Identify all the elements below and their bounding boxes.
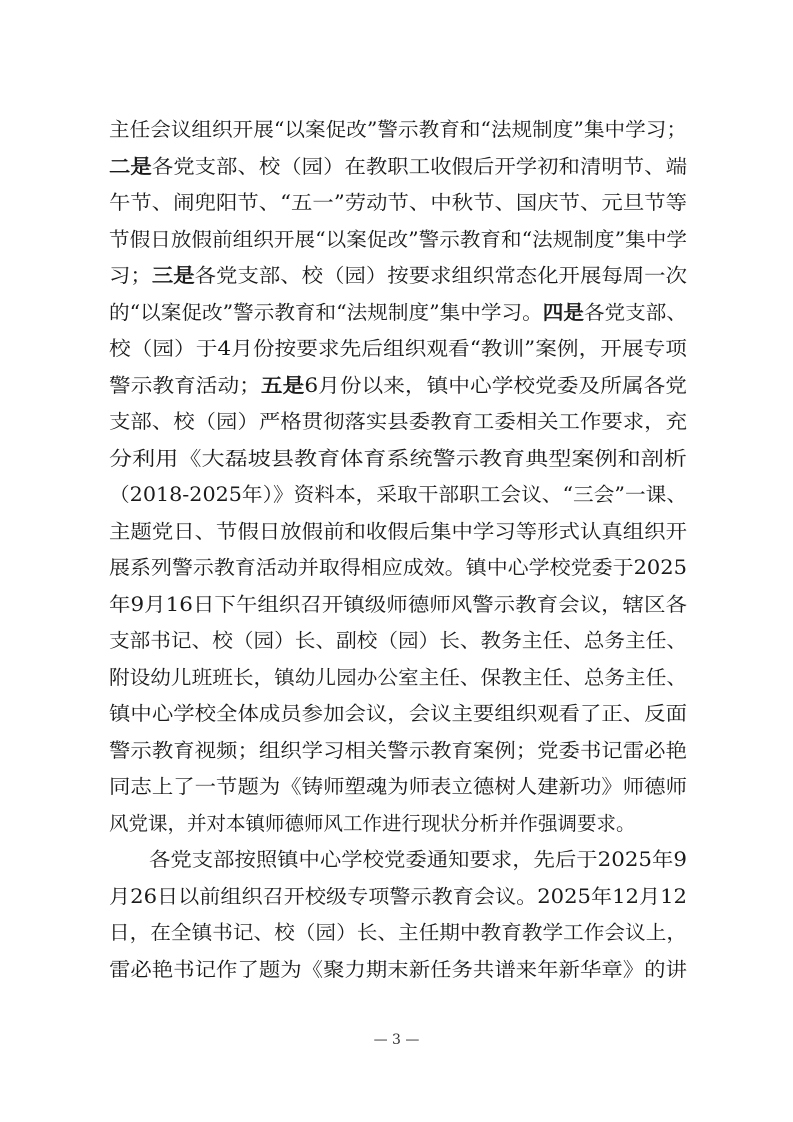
text-line xyxy=(0,806,793,842)
text-line xyxy=(0,295,793,331)
page-number: — 3 — xyxy=(373,1032,420,1048)
text-line xyxy=(0,222,793,258)
text-line xyxy=(0,404,793,440)
text-line-content xyxy=(109,331,687,367)
text-segment: 风党课，并对本镇师德师风工作进行现状分析并作强调要求。 xyxy=(109,811,636,835)
text-line xyxy=(0,952,793,988)
text-segment: 主任会议组织开展“以案促改”警示教育和“法规制度”集中学习； xyxy=(109,118,687,141)
text-line-content xyxy=(109,660,687,696)
text-line xyxy=(0,112,793,148)
text-segment: 警示教育活动； xyxy=(109,373,261,397)
text-segment: 展系列警示教育活动并取得相应成效。镇中心学校党委于2025 xyxy=(109,556,687,579)
text-segment: 各党支部、校（园）按要求组织常态化开展每周一次 xyxy=(194,264,687,287)
text-line-content xyxy=(109,477,687,513)
text-line-content xyxy=(109,368,687,404)
text-line xyxy=(0,149,793,185)
text-line xyxy=(0,879,793,915)
text-line xyxy=(0,441,793,477)
text-segment: 镇中心学校全体成员参加会议，会议主要组织观看了正、反面 xyxy=(109,702,687,725)
text-segment: 各党支部、 xyxy=(583,300,687,324)
text-segment: 分利用《大磊坡县教育体育系统警示教育典型案例和剖析 xyxy=(109,446,687,470)
text-line xyxy=(0,368,793,404)
text-line-content xyxy=(109,185,687,221)
text-line-content xyxy=(109,112,687,148)
text-line-content xyxy=(149,842,687,878)
text-line xyxy=(0,623,793,659)
text-line-content xyxy=(109,733,687,769)
text-line-content xyxy=(109,295,687,331)
text-line xyxy=(0,185,793,221)
text-segment: 主题党日、节假日放假前和收假后集中学习等形式认真组织开 xyxy=(109,519,687,543)
text-line xyxy=(0,915,793,951)
text-segment: 支部、校（园）严格贯彻落实县委教育工委相关工作要求，充 xyxy=(109,410,687,433)
text-line-content xyxy=(109,404,687,440)
text-line-content xyxy=(109,514,687,550)
text-line-content xyxy=(109,623,687,659)
text-line-content xyxy=(109,806,636,842)
text-line-content xyxy=(109,222,687,258)
emphasis-text: 三是 xyxy=(151,264,195,287)
text-segment: 各党支部按照镇中心学校党委通知要求，先后于2025年9 xyxy=(149,848,687,871)
text-line xyxy=(0,660,793,696)
text-segment: 同志上了一节题为《铸师塑魂为师表立德树人建新功》师德师 xyxy=(109,775,687,798)
text-segment: 雷必艳书记作了题为《聚力期末新任务共谱来年新华章》的讲 xyxy=(109,957,687,981)
text-line xyxy=(0,331,793,367)
text-segment: （2018-2025年）》资料本，采取干部职工会议、“三会”一课、 xyxy=(109,483,687,506)
text-line-content xyxy=(109,441,687,477)
text-line xyxy=(0,842,793,878)
text-line xyxy=(0,733,793,769)
text-line xyxy=(0,550,793,586)
text-line-content xyxy=(109,587,687,623)
text-line xyxy=(0,258,793,294)
text-segment: 习； xyxy=(109,264,152,287)
text-segment: 日，在全镇书记、校（园）长、主任期中教育教学工作会议上， xyxy=(109,921,687,944)
text-segment: 午节、闹兜阳节、“五一”劳动节、中秋节、国庆节、元旦节等 xyxy=(109,191,687,214)
text-segment: 6月份以来，镇中心学校党委及所属各党 xyxy=(304,373,687,397)
text-segment: 各党支部、校（园）在教职工收假后开学初和清明节、端 xyxy=(151,154,687,178)
text-segment: 节假日放假前组织开展“以案促改”警示教育和“法规制度”集中学 xyxy=(109,227,687,251)
text-line-content xyxy=(109,550,687,586)
emphasis-text: 五是 xyxy=(260,373,305,397)
text-segment: 警示教育视频；组织学习相关警示教育案例；党委书记雷必艳 xyxy=(109,738,687,762)
text-line-content xyxy=(109,879,687,915)
text-segment: 附设幼儿班班长，镇幼儿园办公室主任、保教主任、总务主任、 xyxy=(109,665,687,689)
text-line xyxy=(0,587,793,623)
text-line-content xyxy=(109,696,687,732)
emphasis-text: 四是 xyxy=(542,300,584,324)
text-line-content xyxy=(109,915,687,951)
text-line xyxy=(0,769,793,805)
text-line xyxy=(0,514,793,550)
text-line-content xyxy=(109,952,687,988)
text-line-content xyxy=(109,149,687,185)
text-segment: 月26日以前组织召开校级专项警示教育会议。2025年12月12 xyxy=(109,884,687,908)
text-line xyxy=(0,696,793,732)
emphasis-text: 二是 xyxy=(109,154,152,178)
text-segment: 年9月16日下午组织召开镇级师德师风警示教育会议，辖区各 xyxy=(109,592,687,616)
text-segment: 校（园）于4月份按要求先后组织观看“教训”案例，开展专项 xyxy=(109,337,687,360)
text-line-content xyxy=(109,769,687,805)
text-segment: 支部书记、校（园）长、副校（园）长、教务主任、总务主任、 xyxy=(109,629,687,652)
text-line-content xyxy=(109,258,687,294)
text-line xyxy=(0,477,793,513)
text-segment: 的“以案促改”警示教育和“法规制度”集中学习。 xyxy=(109,300,543,324)
